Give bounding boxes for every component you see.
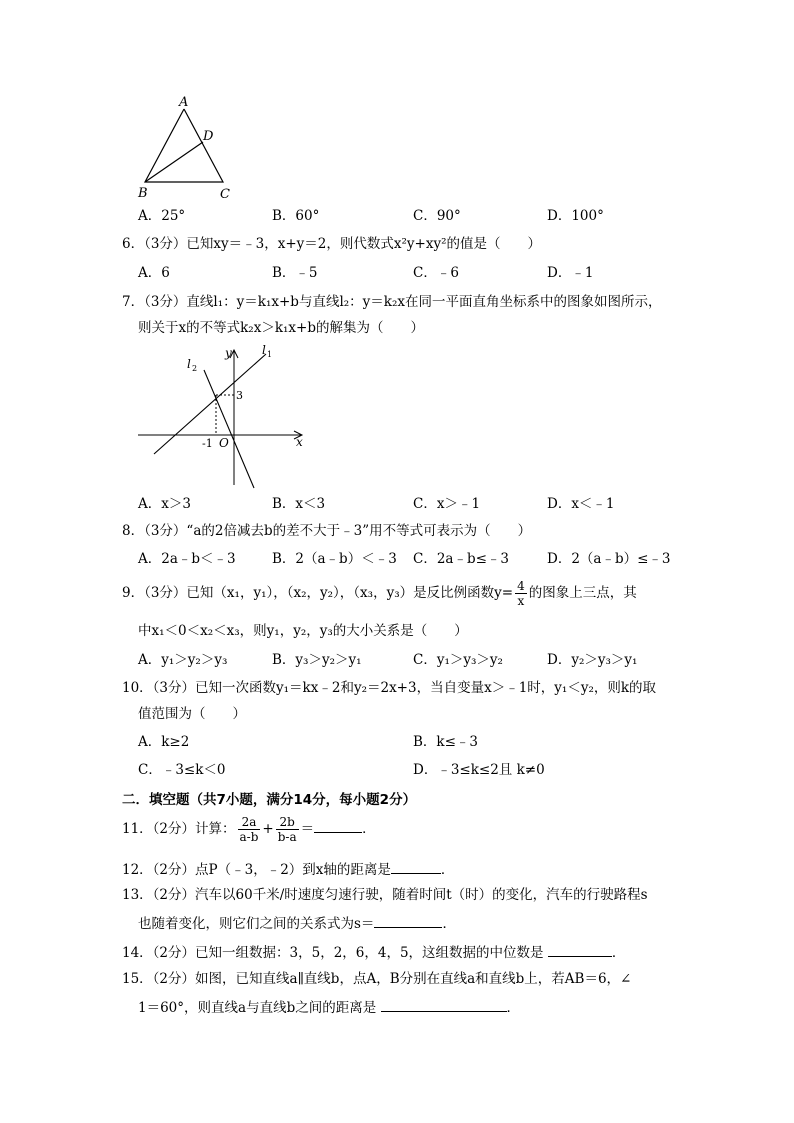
q7-option-d: D．x＜﹣1 xyxy=(547,496,615,512)
q5-option-b: B．60° xyxy=(272,208,320,224)
q13-pre2: 也随着变化，则它们之间的关系式为s＝ xyxy=(138,916,375,932)
q14-post: ． xyxy=(611,945,626,961)
q12-post: ． xyxy=(440,862,455,878)
q7-option-a: A．x＞3 xyxy=(138,496,191,512)
q11-f2-num: 2b xyxy=(276,815,299,830)
q7-option-c: C．x＞﹣1 xyxy=(413,496,481,512)
section-2-heading: 二．填空题（共7小题，满分14分，每小题2分） xyxy=(122,792,417,808)
q9-post: 的图象上三点，其 xyxy=(528,585,637,601)
q9-frac-den: x xyxy=(517,594,525,608)
label-a: A xyxy=(179,95,189,110)
q7-option-b: B．x＜3 xyxy=(272,496,326,512)
q6-option-c: C．﹣6 xyxy=(413,265,459,281)
q9-line2: 中x₁＜0＜x₂＜x₃，则y₁，y₂，y₃的大小关系是（ ） xyxy=(138,623,468,639)
label-neg1: -1 xyxy=(202,437,213,450)
q9-line1 xyxy=(122,579,637,608)
q15-line2 xyxy=(138,997,520,1017)
q12-answer-blank[interactable] xyxy=(391,859,441,874)
label-c: C xyxy=(220,187,230,202)
q13-line1: 13．（2分）汽车以60千米/时速度匀速行驶，随着时间t（时）的变化，汽车的行驶路程s xyxy=(122,887,648,903)
segment-bd xyxy=(145,142,203,182)
q9-option-d: D．y₂＞y₃＞y₁ xyxy=(547,652,638,668)
q5-option-c: C．90° xyxy=(413,208,461,224)
label-three: 3 xyxy=(236,389,243,402)
q10-line2: 值范围为（ ） xyxy=(138,706,246,722)
q15-answer-blank[interactable] xyxy=(381,997,507,1012)
q11-eq: ＝ xyxy=(300,821,315,837)
q5-option-d: D．100° xyxy=(547,208,604,224)
q11-f2-den: b-a xyxy=(277,830,297,844)
triangle-abc xyxy=(145,109,223,182)
q11-f1-num: 2a xyxy=(238,815,261,830)
q10-line1: 10．（3分）已知一次函数y₁＝kx﹣2和y₂＝2x+3，当自变量x＞﹣1时，y₁＜y₂，则k的取 xyxy=(122,680,657,696)
triangle-figure xyxy=(130,90,240,205)
q6-text: 6．（3分）已知xy＝﹣3，x+y＝2，则代数式x²y+xy²的值是（ ） xyxy=(122,236,542,252)
q15-post2: ． xyxy=(506,1000,520,1016)
label-l2: l xyxy=(187,357,191,371)
q9-fraction xyxy=(515,579,527,608)
q9-frac-num: 4 xyxy=(517,579,525,593)
q8-option-b: B．2（a﹣b）＜﹣3 xyxy=(272,551,397,567)
q11-f1-den: a-b xyxy=(239,830,259,844)
q10-option-a: A．k≥2 xyxy=(138,734,190,750)
q15-pre2: 1＝60°，则直线a与直线b之间的距离是 xyxy=(138,1000,381,1016)
q11-line xyxy=(122,815,376,844)
label-l1-sub: 1 xyxy=(267,350,273,359)
q14-line xyxy=(122,942,625,962)
q9-option-b: B．y₃＞y₂＞y₁ xyxy=(272,652,362,668)
q11-post: ． xyxy=(362,821,376,837)
q7-line2: 则关于x的不等式k₂x＞k₁x+b的解集为（ ） xyxy=(138,320,424,336)
q11-fraction-1 xyxy=(238,815,261,844)
q8-option-d: D．2（a﹣b）≤﹣3 xyxy=(547,551,671,567)
q11-answer-blank[interactable] xyxy=(314,818,362,833)
q12-line xyxy=(122,859,454,879)
label-b: B xyxy=(138,186,148,201)
q6-option-b: B．﹣5 xyxy=(272,265,318,281)
q10-option-b: B．k≤﹣3 xyxy=(413,734,479,750)
q13-post2: ． xyxy=(442,916,456,932)
q9-option-c: C．y₁＞y₃＞y₂ xyxy=(413,652,503,668)
q9-pre: 9．（3分）已知（x₁，y₁），（x₂，y₂），（x₃，y₃）是反比例函数y= xyxy=(122,585,514,601)
q14-pre: 14．（2分）已知一组数据：3，5，2，6，4，5，这组数据的中位数是 xyxy=(122,945,548,961)
q10-option-d: D．﹣3≤k≤2且 k≠0 xyxy=(413,762,545,778)
q11-pre: 11．（2分）计算： xyxy=(122,821,236,837)
graph-figure xyxy=(130,340,320,490)
label-x: x xyxy=(296,435,303,449)
q12-pre: 12．（2分）点P（﹣3，﹣2）到x轴的距离是 xyxy=(122,862,391,878)
label-y: y xyxy=(225,346,232,360)
q13-answer-blank[interactable] xyxy=(374,913,442,928)
q7-line1: 7．（3分）直线l₁：y＝k₁x+b与直线l₂：y＝k₂x在同一平面直角坐标系中的图象如图所示， xyxy=(122,294,662,310)
label-origin: O xyxy=(219,436,229,450)
q5-option-a: A．25° xyxy=(138,208,186,224)
q6-option-a: A．6 xyxy=(138,265,170,281)
q10-option-c: C．﹣3≤k＜0 xyxy=(138,762,226,778)
q15-line1: 15．（2分）如图，已知直线a∥直线b，点A，B分别在直线a和直线b上，若AB＝6，∠ xyxy=(122,971,632,987)
q8-option-c: C．2a﹣b≤﹣3 xyxy=(413,551,510,567)
q11-fraction-2 xyxy=(276,815,299,844)
q8-text: 8．（3分）“a的2倍减去b的差不大于﹣3”用不等式可表示为（ ） xyxy=(122,523,532,539)
q9-option-a: A．y₁＞y₂＞y₃ xyxy=(138,652,228,668)
q8-option-a: A．2a﹣b＜﹣3 xyxy=(138,551,236,567)
q13-line2 xyxy=(138,913,456,933)
label-l1: l xyxy=(262,343,266,357)
q14-answer-blank[interactable] xyxy=(548,942,612,957)
q11-plus: + xyxy=(262,821,274,837)
label-d: D xyxy=(203,129,214,144)
q6-option-d: D．﹣1 xyxy=(547,265,594,281)
label-l2-sub: 2 xyxy=(192,364,198,373)
